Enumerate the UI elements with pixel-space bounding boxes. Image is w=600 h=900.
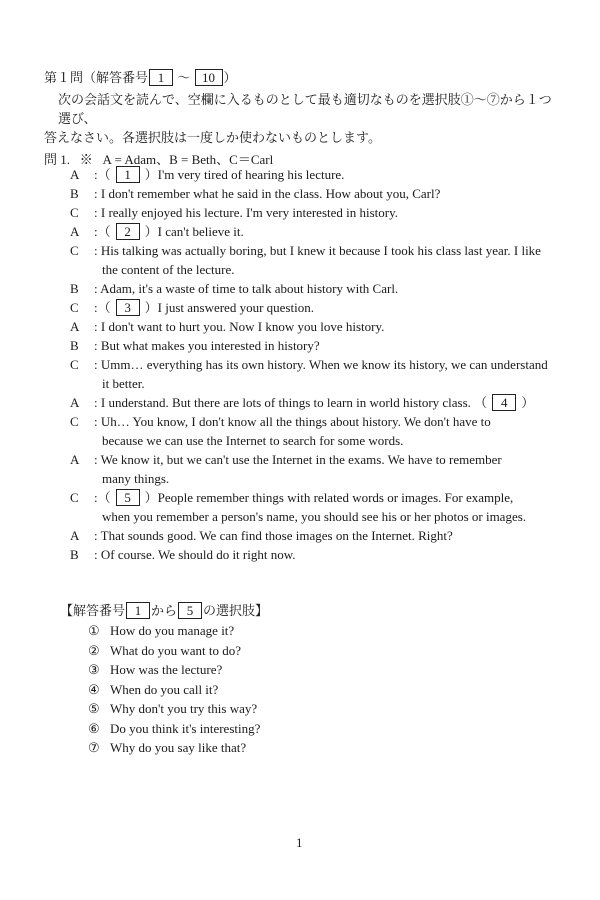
choices-start-box: 1 [126,602,150,619]
choice-item [88,738,260,758]
speaker-label: B [70,281,79,296]
speaker-label: C [70,205,79,220]
dialogue-line [70,222,570,241]
choice-text: Do you think it's interesting? [110,720,261,736]
dialogue-text [88,279,570,298]
choices-list [88,621,260,758]
choice-number: ② [88,642,100,658]
dialogue-text-continuation: when you remember a person's name, you should see his or her photos or images. [102,509,527,524]
dialogue-line [70,450,570,488]
dialogue-text-continuation: because we can use the Internet to search for some words. [102,433,404,448]
speaker-label: C [70,300,79,315]
instructions-line-2: 答えなさい。各選択肢は一度しか使わないものとします。 [44,130,381,145]
dialogue-text-start: :（ [94,167,111,182]
choices-header-suffix: の選択肢】 [203,603,269,618]
choice-item [88,621,260,641]
dialogue-text-start: :（ [94,224,111,239]
dialogue-text-end: ） [521,395,535,410]
choices-header-middle: から [151,603,178,618]
choice-text: What do you want to do? [110,642,242,658]
choice-text: When do you call it? [110,681,219,697]
speaker-label: A [70,395,80,410]
dialogue-text-end: ）I'm very tired of hearing his lecture. [144,167,345,182]
choice-number: ③ [88,662,100,677]
choices-header-prefix: 【解答番号 [60,603,126,618]
choice-number: ④ [88,681,100,697]
page-number: 1 [296,835,303,850]
note-mark: ※ [79,152,93,167]
dialogue-text [88,298,570,317]
dialogue-text [88,203,570,222]
section-title-prefix: 第１問（解答番号 [44,70,149,85]
speaker-label: C [70,490,79,505]
choices-end-box: 5 [178,602,202,619]
dialogue-text [88,241,570,279]
dialogue-line [70,279,570,298]
question-label: 問 1. [44,152,71,167]
dialogue-line [70,412,570,450]
dialogue [70,165,570,564]
dialogue-line [70,336,570,355]
choice-text: How was the lecture? [110,662,223,677]
dialogue-text-start: : We know it, but we can't use the Internet in the exams. We have to remember [94,452,502,467]
dialogue-text [88,165,570,184]
dialogue-text [88,488,570,526]
answer-blank-box: 1 [116,166,140,183]
dialogue-text-start: : I understand. But there are lots of things to learn in world history class. （ [94,395,488,410]
choice-text: How do you manage it? [110,623,235,638]
section-title-suffix: ） [223,70,237,85]
dialogue-text-start: :（ [94,490,111,505]
dialogue-text-continuation: it better. [102,376,145,391]
dialogue-text-start: : Adam, it's a waste of time to talk about history with Carl. [94,281,399,296]
speaker-label: C [70,243,79,258]
choices-header [60,601,268,620]
dialogue-text-start: : I really enjoyed his lecture. I'm very interested in history. [94,205,399,220]
choice-item [88,699,260,719]
answer-range-separator: ～ [177,70,191,85]
dialogue-text [88,393,570,412]
choice-item [88,660,260,680]
answer-range-end-box: 10 [195,69,223,86]
dialogue-text-start: : I don't want to hurt you. Now I know you love history. [94,319,385,334]
dialogue-line [70,203,570,222]
dialogue-text-start: : That sounds good. We can find those images on the Internet. Right? [94,528,453,543]
dialogue-text [88,450,570,488]
dialogue-line [70,393,570,412]
answer-blank-box: 3 [116,299,140,316]
dialogue-text-start: : His talking was actually boring, but I knew it because I took his class last year. I like [94,243,541,258]
choice-number: ⑦ [88,740,100,755]
choice-text: Why don't you try this way? [110,701,258,716]
dialogue-text-end: ）I can't believe it. [144,224,244,239]
dialogue-text [88,336,570,355]
choice-number: ① [88,623,100,638]
answer-blank-box: 2 [116,223,140,240]
dialogue-text-start: :（ [94,300,111,315]
speaker-label: A [70,224,80,239]
dialogue-line [70,241,570,279]
speaker-label: A [70,452,80,467]
dialogue-text [88,317,570,336]
choice-item [88,719,260,739]
dialogue-text-start: : I don't remember what he said in the class. How about you, Carl? [94,186,441,201]
section-title [44,68,237,87]
dialogue-text-continuation: the content of the lecture. [102,262,235,277]
speaker-label: B [70,186,79,201]
dialogue-line [70,298,570,317]
instructions [44,90,564,147]
choice-item [88,680,260,700]
choice-number: ⑤ [88,701,100,716]
speaker-label: A [70,167,80,182]
dialogue-text-start: : But what makes you interested in history? [94,338,320,353]
dialogue-line [70,317,570,336]
answer-blank-box: 5 [116,489,140,506]
dialogue-text-end: ）People remember things with related words or images. For example, [144,490,514,505]
speaker-label: C [70,357,79,372]
dialogue-text [88,526,570,545]
speaker-label: C [70,414,79,429]
dialogue-text-start: : Umm… everything has its own history. When we know its history, we can understand [94,357,548,372]
answer-blank-box: 4 [492,394,516,411]
speaker-label: A [70,528,80,543]
choice-number: ⑥ [88,720,100,736]
dialogue-text-end: ）I just answered your question. [144,300,314,315]
dialogue-line [70,545,570,564]
dialogue-text [88,412,570,450]
choice-text: Why do you say like that? [110,740,247,755]
speaker-label: B [70,547,79,562]
speaker-label: B [70,338,79,353]
dialogue-text [88,355,570,393]
dialogue-line [70,488,570,526]
dialogue-line [70,165,570,184]
dialogue-text-start: : Of course. We should do it right now. [94,547,296,562]
dialogue-text-start: : Uh… You know, I don't know all the things about history. We don't have to [94,414,491,429]
answer-range-start-box: 1 [149,69,173,86]
dialogue-text [88,184,570,203]
dialogue-line [70,526,570,545]
instructions-line-1: 次の会話文を読んで、空欄に入るものとして最も適切なものを選択肢①～⑦から１つ選び、 [58,92,552,126]
speaker-legend: A = Adam、B = Beth、C＝Carl [102,152,274,167]
speaker-label: A [70,319,80,334]
choice-item [88,641,260,661]
dialogue-text [88,222,570,241]
dialogue-text [88,545,570,564]
dialogue-line [70,355,570,393]
dialogue-line [70,184,570,203]
dialogue-text-continuation: many things. [102,471,170,486]
